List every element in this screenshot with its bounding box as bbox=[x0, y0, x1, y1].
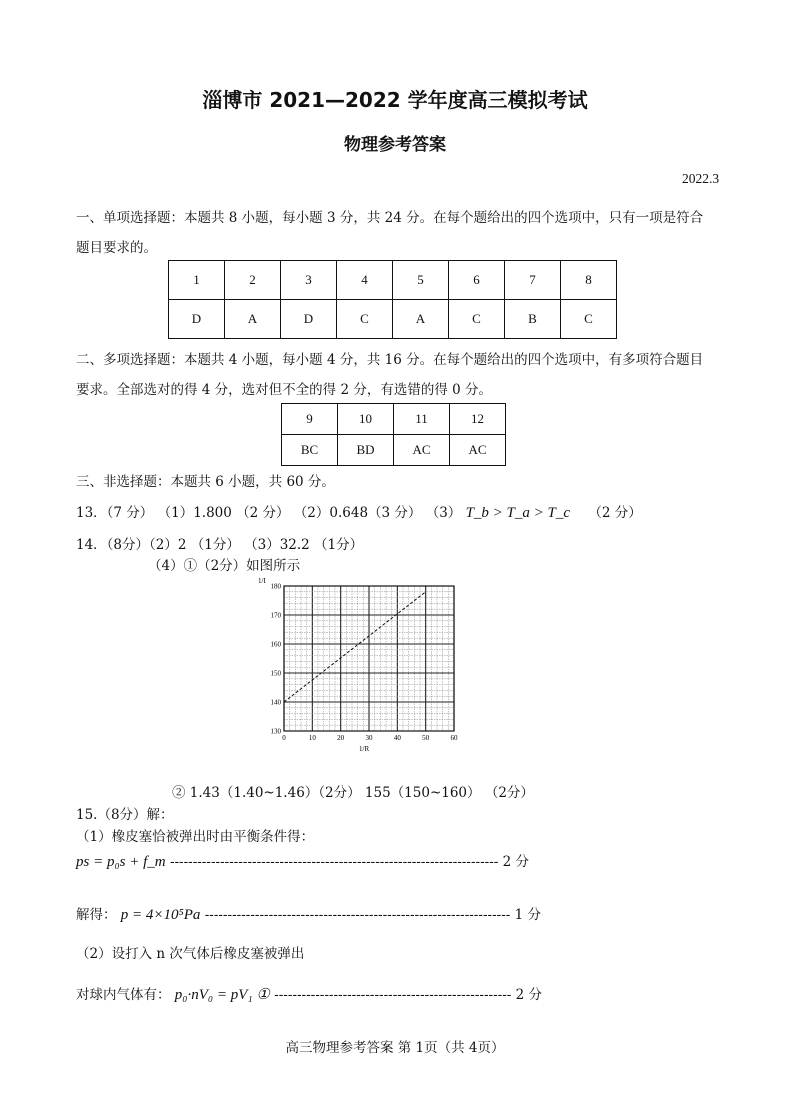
q-answer-cell-6: C bbox=[449, 300, 505, 339]
leader-dashes: ------------------------------------------------------------------- bbox=[204, 907, 511, 923]
q15-eq3-line bbox=[76, 983, 556, 1004]
q-answer-cell-2: BD bbox=[338, 435, 394, 466]
q13-suffix: （2 分） bbox=[588, 505, 642, 521]
x-tick-label: 50 bbox=[422, 734, 430, 742]
section2-intro-line2: 要求。全部选对的得 4 分，选对但不全的得 2 分，有选错的得 0 分。 bbox=[76, 382, 493, 398]
section2-intro-line1: 二、多项选择题：本题共 4 小题，每小题 4 分，共 16 分。在每个题给出的四个选项中，有多项符合题目 bbox=[76, 352, 704, 368]
y-tick-label: 150 bbox=[270, 669, 281, 678]
x-tick-label: 0 bbox=[282, 734, 286, 742]
x-tick-label: 30 bbox=[365, 734, 373, 742]
q14-line2: （4）①（2分）如图所示 bbox=[148, 558, 301, 574]
q15-eq1-line bbox=[76, 850, 556, 871]
q15-eq1-score: 2 分 bbox=[502, 854, 530, 870]
x-tick-label: 60 bbox=[450, 734, 458, 742]
q15-eq2-score: 1 分 bbox=[514, 907, 542, 923]
q15-header: 15.（8分）解： bbox=[76, 807, 174, 823]
section1-answer-row bbox=[169, 300, 617, 339]
q15-eq2-line bbox=[76, 903, 556, 924]
x-axis-label: 1/R bbox=[359, 745, 370, 753]
q13-prefix: 13．（7 分） （1）1.800 （2 分） （2）0.648（3 分） （3） bbox=[76, 505, 462, 521]
y-tick-label: 160 bbox=[270, 640, 281, 649]
section2-number-row bbox=[282, 404, 506, 435]
section2-answer-table bbox=[281, 403, 506, 466]
q-answer-cell-4: C bbox=[337, 300, 393, 339]
y-tick-label: 140 bbox=[270, 698, 281, 707]
q15-solve-label: 解得： bbox=[76, 907, 117, 923]
q14-line1: 14．（8分）（2）2 （1分） （3）32.2 （1分） bbox=[76, 537, 364, 553]
q-answer-cell-1: BC bbox=[282, 435, 338, 466]
x-tick-label: 40 bbox=[393, 734, 401, 742]
q-number-cell-7: 7 bbox=[505, 261, 561, 300]
exam-date: 2022.3 bbox=[682, 171, 720, 186]
q-number-cell-2: 2 bbox=[225, 261, 281, 300]
page-title: 淄博市 2021—2022 学年度高三模拟考试 bbox=[202, 88, 588, 112]
q-number-cell-5: 5 bbox=[393, 261, 449, 300]
q15-eq3: p₀·nV₀ = pV₁ ① bbox=[174, 987, 270, 1003]
inverse-current-chart bbox=[254, 574, 466, 754]
q-answer-cell-3: AC bbox=[394, 435, 450, 466]
q15-part2: （2）设打入 n 次气体后橡皮塞被弹出 bbox=[76, 946, 305, 962]
q-number-cell-1: 9 bbox=[282, 404, 338, 435]
leader-dashes: ------------------------------------------------------------------------ bbox=[169, 854, 499, 870]
q15-eq2: p = 4×10⁵Pa bbox=[120, 907, 201, 923]
q-answer-cell-5: A bbox=[393, 300, 449, 339]
x-tick-label: 20 bbox=[337, 734, 345, 742]
page-footer: 高三物理参考答案 第 1页（共 4页） bbox=[285, 1040, 505, 1056]
q15-eq3-label: 对球内气体有： bbox=[76, 987, 171, 1003]
x-tick-label: 10 bbox=[308, 734, 316, 742]
q-number-cell-4: 4 bbox=[337, 261, 393, 300]
q-number-cell-2: 10 bbox=[338, 404, 394, 435]
section1-number-row bbox=[169, 261, 617, 300]
q-number-cell-1: 1 bbox=[169, 261, 225, 300]
q-number-cell-4: 12 bbox=[450, 404, 506, 435]
q-answer-cell-2: A bbox=[225, 300, 281, 339]
section3-intro: 三、非选择题：本题共 6 小题，共 60 分。 bbox=[76, 474, 335, 490]
y-axis-label: 1/I bbox=[258, 577, 266, 585]
section1-intro-line1: 一、单项选择题：本题共 8 小题，每小题 3 分，共 24 分。在每个题给出的四个选项中，只有一项是符合 bbox=[76, 210, 704, 226]
q14-line3: ② 1.43（1.40~1.46）（2分） 155（150~160） （2分） bbox=[172, 785, 534, 801]
y-tick-label: 180 bbox=[270, 582, 281, 591]
q15-part1: （1）橡皮塞恰被弹出时由平衡条件得： bbox=[76, 829, 315, 845]
q15-eq3-score: 2 分 bbox=[515, 987, 543, 1003]
y-tick-label: 170 bbox=[270, 611, 281, 620]
q-number-cell-3: 11 bbox=[394, 404, 450, 435]
q-answer-cell-7: B bbox=[505, 300, 561, 339]
q-number-cell-3: 3 bbox=[281, 261, 337, 300]
section2-answer-row bbox=[282, 435, 506, 466]
q13-line bbox=[76, 501, 642, 522]
page-subtitle: 物理参考答案 bbox=[344, 135, 446, 155]
q-number-cell-6: 6 bbox=[449, 261, 505, 300]
q-answer-cell-4: AC bbox=[450, 435, 506, 466]
y-tick-label: 130 bbox=[270, 727, 281, 736]
q-number-cell-8: 8 bbox=[561, 261, 617, 300]
leader-dashes: ---------------------------------------------------- bbox=[274, 987, 512, 1003]
section1-answer-table bbox=[168, 260, 617, 339]
q-answer-cell-3: D bbox=[281, 300, 337, 339]
q-answer-cell-8: C bbox=[561, 300, 617, 339]
section1-intro-line2: 题目要求的。 bbox=[76, 240, 157, 256]
q-answer-cell-1: D bbox=[169, 300, 225, 339]
fit-line bbox=[284, 592, 426, 702]
q15-eq1: ps = p₀s + f_m bbox=[76, 854, 166, 870]
q13-formula: T_b > T_a > T_c bbox=[465, 505, 571, 521]
